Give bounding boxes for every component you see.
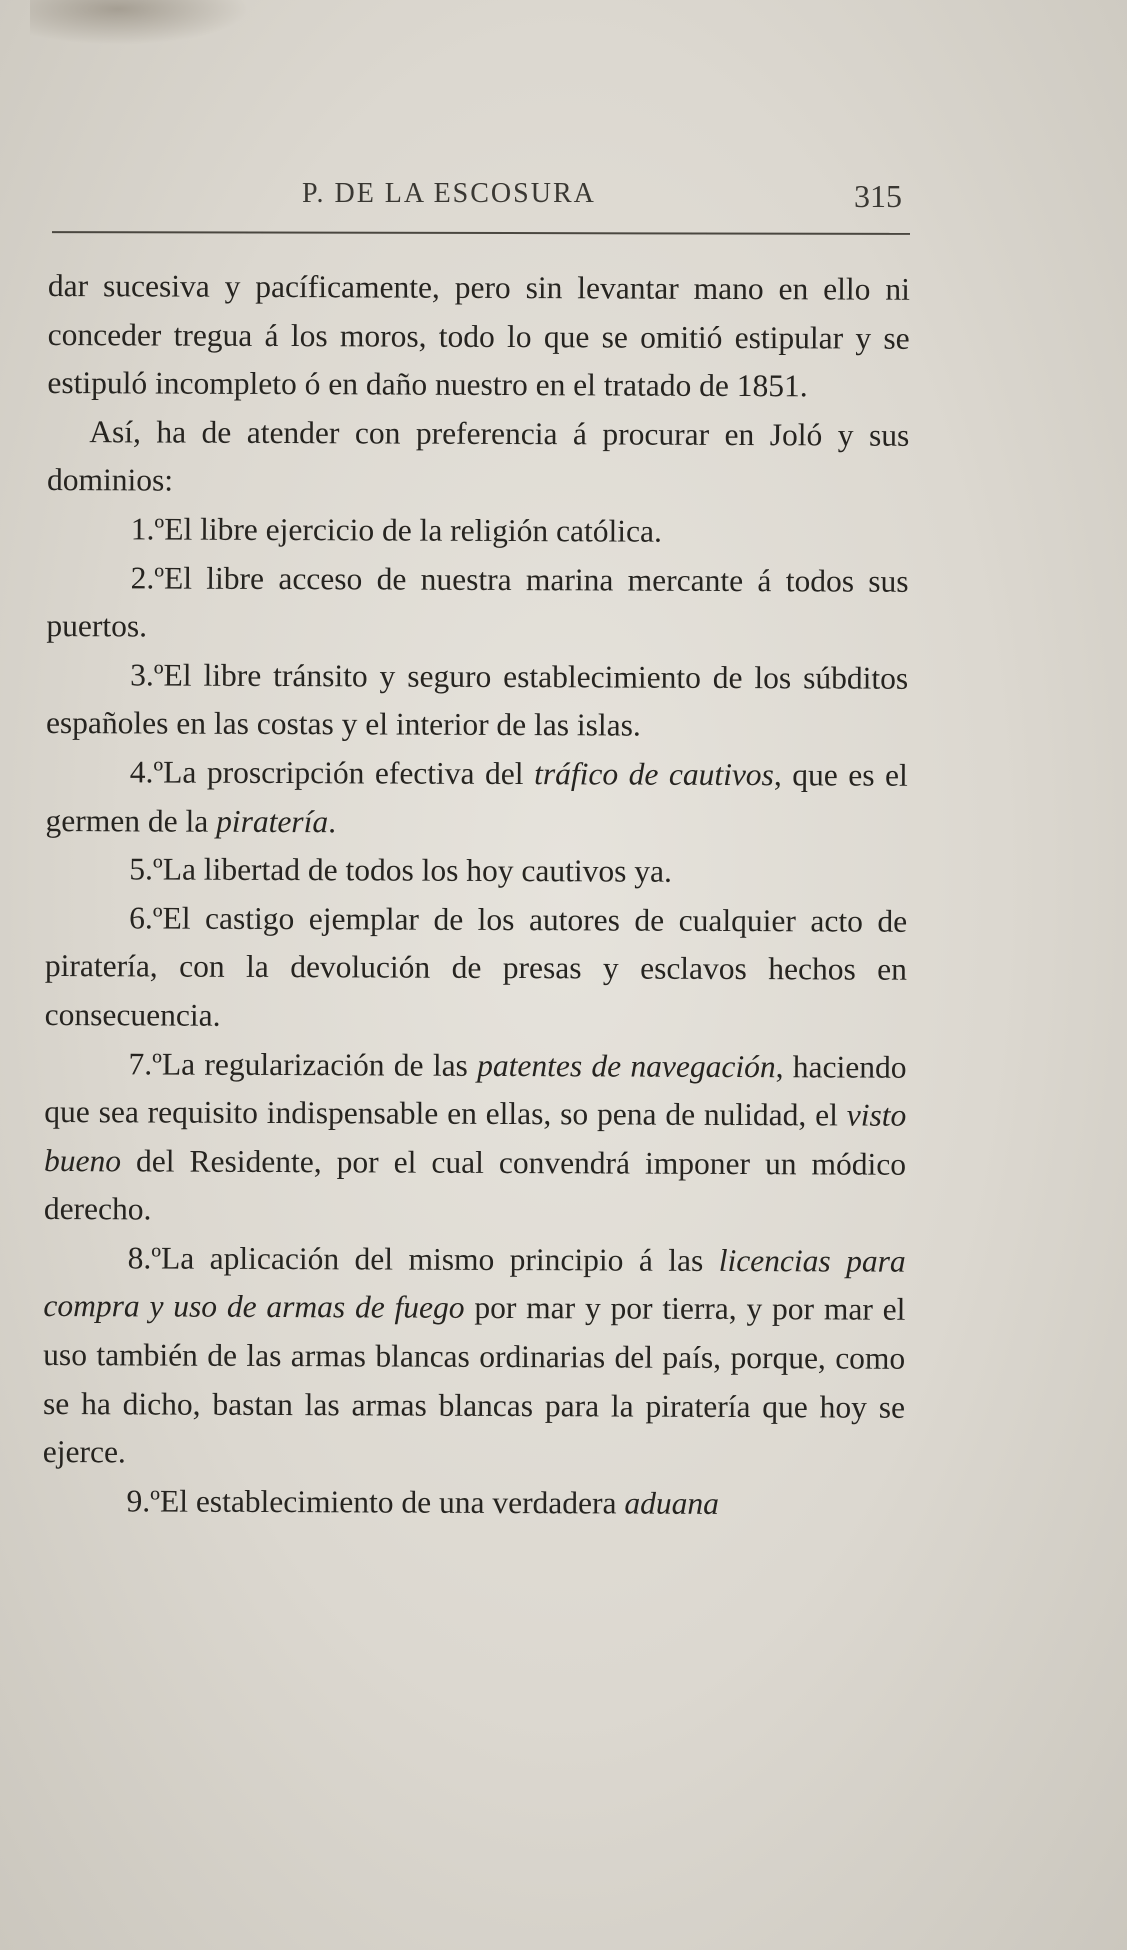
running-head: P. DE LA ESCOSURA bbox=[302, 178, 596, 209]
item-text: La aplicación del mismo principio á las bbox=[160, 1240, 719, 1278]
list-item bbox=[42, 1477, 904, 1529]
item-number: 6.º bbox=[129, 900, 163, 936]
item-text: La libertad de todos los hoy cautivos ya. bbox=[162, 851, 672, 889]
item-text: . bbox=[328, 803, 337, 839]
page-header bbox=[52, 178, 912, 218]
item-number: 7.º bbox=[128, 1045, 162, 1082]
list-item bbox=[46, 554, 908, 655]
paragraph-intro: Así, ha de atender con preferencia á procurar en Joló y sus dominios: bbox=[46, 413, 910, 498]
item-text: , haciendo que sea requisito indispensable en ellas, so pena de nulidad, el bbox=[44, 1048, 907, 1133]
item-text: El libre acceso de nuestra marina mercante á todos sus puertos. bbox=[46, 560, 909, 644]
item-number: 8.º bbox=[127, 1240, 162, 1276]
item-italic: patentes de navegación bbox=[477, 1047, 776, 1084]
item-text: El establecimiento de una verdadera bbox=[159, 1483, 625, 1521]
list-item bbox=[44, 1039, 907, 1237]
header-rule bbox=[52, 231, 910, 235]
item-number: 2.º bbox=[130, 559, 165, 596]
list-item bbox=[45, 845, 907, 897]
item-italic: visto bueno bbox=[44, 1097, 907, 1179]
list-item bbox=[45, 894, 908, 1044]
body-text bbox=[42, 262, 910, 1529]
item-text: El libre tránsito y seguro establecimiento de los súbditos españoles en las costas y el interior de las islas. bbox=[45, 657, 909, 743]
item-text: , que es el germen de la bbox=[45, 757, 908, 839]
item-text: La proscripción efectiva del bbox=[163, 754, 535, 792]
item-text: El castigo ejemplar de los autores de cualquier acto de piratería, con la devolución de presas y esclavos hechos en consecuencia. bbox=[44, 900, 908, 1033]
item-italic: licencias para compra y uso de armas de fuego bbox=[43, 1242, 906, 1326]
paragraph-continuation: dar sucesiva y pacíficamente, pero sin levantar mano en ello ni conceder tregua á los moros, todo lo que se omitió estipular y se estipuló incompleto ó en daño nuestro en el tratado de 1851. bbox=[47, 267, 910, 404]
item-number: 1.º bbox=[130, 511, 165, 547]
list-item bbox=[46, 651, 908, 752]
item-number: 3.º bbox=[130, 657, 164, 693]
page-number: 315 bbox=[854, 178, 902, 214]
item-italic: tráfico de cautivos bbox=[534, 756, 774, 793]
item-text: El libre ejercicio de la religión católica. bbox=[164, 511, 662, 549]
item-italic: aduana bbox=[624, 1485, 719, 1521]
page-stain bbox=[30, 0, 250, 45]
list-item bbox=[45, 748, 907, 849]
item-number: 5.º bbox=[129, 851, 163, 887]
item-text: La regularización de las bbox=[161, 1046, 478, 1083]
item-italic: piratería bbox=[216, 803, 329, 839]
list-item bbox=[43, 1234, 906, 1481]
list-item bbox=[47, 505, 909, 557]
item-text: del Residente, por el cual convendrá imponer un módico derecho. bbox=[43, 1143, 907, 1227]
item-number: 9.º bbox=[126, 1483, 161, 1519]
item-text: por mar y por tierra, y por mar el uso también de las armas blancas ordinarias del país, porque, como se ha dicho, bastan las armas blancas para la piratería que hoy se ejerce. bbox=[42, 1290, 906, 1470]
item-number: 4.º bbox=[129, 754, 164, 790]
